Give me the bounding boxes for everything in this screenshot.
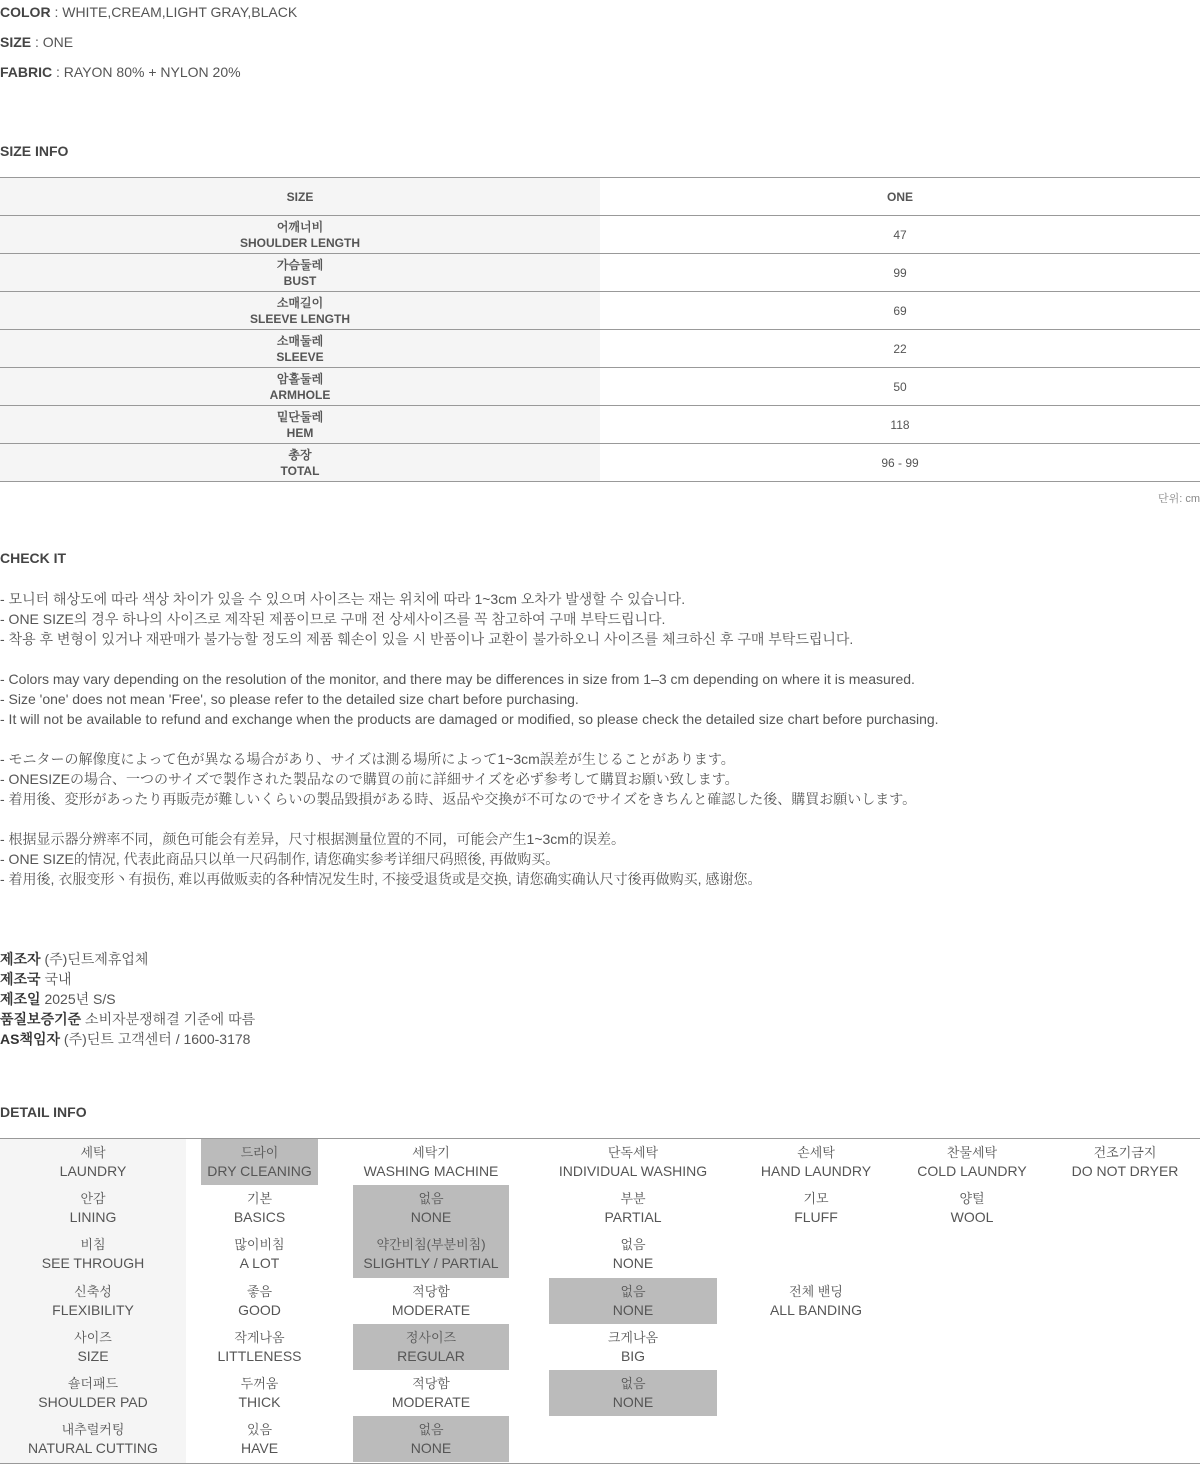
detail-option-en: HAVE [240,1440,279,1457]
detail-grid [0,1138,1200,1464]
detail-option-ko: 좋음 [246,1283,273,1299]
detail-option-en: LITTLENESS [217,1347,302,1364]
detail-label-ko: 숄더패드 [67,1376,119,1391]
detail-label-ko: 신축성 [74,1283,112,1299]
detail-option-en: FLUFF [794,1209,838,1226]
size-table [0,177,1200,482]
detail-option [904,1185,1040,1231]
detail-option [201,1231,318,1277]
maker-row [0,1029,255,1049]
detail-option-ko: 단독세탁 [607,1145,659,1160]
detail-option-en: MODERATE [391,1394,471,1410]
note-line: - 모니터 해상도에 따라 색상 차이가 있을 수 있으며 사이즈는 재는 위치에 따라 1~3cm 오차가 발생할 수 있습니다. [0,591,686,607]
detail-option-ko: 양털 [959,1191,985,1207]
detail-option-en: SLIGHTLY / PARTIAL [363,1255,499,1272]
detail-label-ko: 세탁 [80,1145,106,1160]
detail-option-en: INDIVIDUAL WASHING [558,1163,708,1179]
detail-option-selected [549,1370,717,1416]
detail-option-en: NONE [612,1255,654,1272]
detail-option-en: GOOD [238,1301,281,1318]
detail-option [748,1139,884,1185]
detail-option-en: NONE [612,1394,654,1410]
detail-label-en: FLEXIBILITY [52,1301,134,1318]
size-row-label-ko: 소매길이 [276,295,324,310]
spec-size [0,34,73,50]
detail-option-ko: 기모 [803,1191,829,1207]
detail-option-en: NONE [410,1209,452,1226]
detail-option-selected [353,1324,509,1370]
fabric-value: : RAYON 80% + NYLON 20% [52,64,241,80]
maker-row [0,949,255,969]
detail-option [353,1139,509,1185]
detail-option-ko: 없음 [620,1376,646,1391]
detail-option-ko: 찬물세탁 [946,1145,998,1160]
size-label: SIZE [0,34,32,50]
detail-row-label [0,1231,186,1277]
maker-info [0,949,255,1049]
size-row-label-en: ARMHOLE [269,387,331,402]
detail-row-label [0,1278,186,1324]
detail-info-title: DETAIL INFO [0,1104,87,1120]
detail-option-en: DRY CLEANING [207,1163,312,1179]
detail-option-selected [353,1185,509,1231]
note-line: - ONE SIZE的情况, 代表此商品只以单一尺码制作, 请您确实参考详细尺码照後, 再做购买。 [0,851,560,867]
detail-option [201,1370,318,1416]
detail-label-en: NATURAL CUTTING [28,1440,158,1457]
size-row-value: 118 [600,406,1200,444]
size-row-label-ko: 밑단둘레 [276,409,324,424]
detail-option [201,1324,318,1370]
note-line: - 着用後、変形があったり再販売が難しいくらいの製品毀損がある時、返品や交換が不可なのでサイズをきちんと確認した後、購買お願いします。 [0,791,917,807]
detail-label-en: SIZE [77,1347,109,1364]
note-line: - ONE SIZE의 경우 하나의 사이즈로 제작된 제품이므로 구매 전 상세사이즈를 꼭 참고하여 구매 부탁드립니다. [0,611,666,627]
detail-option [353,1370,509,1416]
size-row-value: 99 [600,254,1200,292]
detail-label-en: LAUNDRY [59,1163,127,1179]
maker-row [0,989,255,1009]
detail-option-ko: 부분 [620,1191,646,1207]
size-row-label-ko: 가슴둘레 [276,257,324,272]
size-value: : ONE [31,34,74,50]
size-row-label-ko: 어깨너비 [276,219,324,234]
maker-row [0,969,255,989]
detail-option [549,1139,717,1185]
spec-color [0,4,297,20]
detail-option-ko: 세탁기 [412,1145,450,1160]
detail-option-ko: 많이비침 [234,1237,285,1253]
color-label: COLOR [0,4,51,20]
detail-option-en: BASICS [233,1209,286,1226]
note-line: - 着用後, 衣服变形丶有损伤, 难以再做贩卖的各种情况发生时, 不接受退货或是交换, 请您确实确认尺寸後再做购买, 感谢您。 [0,871,762,887]
detail-label-ko: 내추럴커팅 [61,1422,125,1438]
detail-label-ko: 안감 [80,1191,106,1207]
size-row-label-en: TOTAL [280,463,320,478]
size-row-value: 50 [600,368,1200,406]
notes-en [0,669,939,729]
note-line: - ONESIZEの場合、一つのサイズで製作された製品なので購買の前に詳細サイズを必ず参考して購買お願い致します。 [0,771,739,787]
size-row-label [0,292,600,330]
size-row-label-ko: 암홀둘레 [276,371,324,386]
detail-label-en: LINING [69,1209,117,1226]
detail-option [549,1231,717,1277]
detail-option-selected [201,1139,318,1185]
maker-value: 소비자분쟁해결 기준에 따름 [81,1011,256,1027]
notes-zh [0,829,761,889]
detail-option-ko: 기본 [246,1191,273,1207]
detail-option [201,1278,318,1324]
size-row [0,444,1200,482]
size-row-label-en: SHOULDER LENGTH [240,235,360,250]
size-row-value: 96 - 99 [600,444,1200,482]
size-row-label [0,330,600,368]
detail-option [549,1324,717,1370]
size-row [0,254,1200,292]
size-row [0,368,1200,406]
unit-note: 단위: cm [1157,493,1200,505]
notes-ja [0,749,916,809]
size-row-label-ko: 소매둘레 [276,333,324,348]
detail-option [748,1278,884,1324]
detail-option-ko: 없음 [418,1191,444,1207]
size-row-label [0,406,600,444]
detail-label-ko: 사이즈 [74,1329,112,1345]
maker-row [0,1009,255,1029]
size-header-value: ONE [600,178,1200,216]
detail-label-ko: 비침 [80,1237,106,1253]
size-row-label-ko: 총장 [288,447,312,462]
maker-label: AS책임자 [0,1031,61,1047]
detail-option [201,1416,318,1462]
detail-option-en: MODERATE [391,1301,471,1318]
detail-option-ko: 적당함 [412,1376,450,1391]
size-row-label-en: BUST [283,273,317,288]
size-row-label-en: SLEEVE [276,349,324,364]
detail-row-label [0,1324,186,1370]
detail-label-en: SEE THROUGH [41,1255,145,1272]
size-row-value: 47 [600,216,1200,254]
color-value: : WHITE,CREAM,LIGHT GRAY,BLACK [50,4,298,20]
note-line: - モニターの解像度によって色が異なる場合があり、サイズは測る場所によって1~3cm誤差が生じることがあります。 [0,751,735,767]
detail-row-label [0,1370,186,1416]
detail-option-selected [353,1231,509,1277]
detail-option [549,1185,717,1231]
detail-option-en: WOOL [950,1209,994,1226]
note-line: - Colors may vary depending on the resolution of the monitor, and there may be differences in size from 1–3 cm depending on where it is measured. [0,671,915,687]
detail-row-label [0,1185,186,1231]
detail-option-en: COLD LAUNDRY [917,1163,1027,1179]
note-line: - 根据显示器分辨率不同，颜色可能会有差异，尺寸根据测量位置的不同，可能会产生1~3cm的误差。 [0,831,625,847]
size-header-label: SIZE [0,178,600,216]
detail-option-ko: 전체 밴딩 [789,1283,843,1299]
maker-value: (주)딘트제휴업체 [40,951,149,967]
detail-option [904,1139,1040,1185]
detail-option-selected [549,1278,717,1324]
fabric-label: FABRIC [0,64,53,80]
size-row [0,406,1200,444]
detail-option-ko: 두꺼움 [240,1376,279,1391]
maker-value: 국내 [40,971,72,987]
maker-label: 제조국 [0,971,41,987]
size-row [0,330,1200,368]
detail-option-en: PARTIAL [604,1209,662,1226]
size-row-label [0,368,600,406]
size-row-label-en: SLEEVE LENGTH [249,311,350,326]
note-line: - 착용 후 변형이 있거나 재판매가 불가능할 정도의 제품 훼손이 있을 시 반품이나 교환이 불가하오니 사이즈를 체크하신 후 구매 부탁드립니다. [0,631,854,647]
detail-option [201,1185,318,1231]
detail-option-ko: 없음 [620,1283,646,1299]
note-line: - It will not be available to refund and exchange when the products are damaged or modified, so please check the detailed size chart before purchasing. [0,711,939,727]
detail-option-ko: 정사이즈 [405,1329,457,1345]
size-row-label-en: HEM [286,425,314,440]
detail-option [1060,1139,1190,1185]
detail-option-ko: 약간비침(부분비침) [376,1237,486,1253]
detail-option-en: A LOT [239,1255,280,1272]
detail-option-en: NONE [612,1301,654,1318]
size-row-value: 69 [600,292,1200,330]
detail-option [748,1185,884,1231]
size-row-value: 22 [600,330,1200,368]
detail-option-ko: 크게나옴 [607,1329,659,1345]
size-row [0,292,1200,330]
maker-label: 제조일 [0,991,41,1007]
detail-row-label [0,1416,186,1462]
detail-option-en: REGULAR [397,1347,465,1364]
detail-label-en: SHOULDER PAD [38,1394,148,1410]
detail-option-selected [353,1416,509,1462]
detail-row-label [0,1139,186,1185]
detail-option-ko: 작게나옴 [234,1329,285,1345]
size-info-title: SIZE INFO [0,143,69,159]
detail-option-en: NONE [410,1440,452,1457]
size-row-label [0,444,600,482]
detail-option-ko: 적당함 [412,1283,450,1299]
note-line: - Size 'one' does not mean 'Free', so please refer to the detailed size chart before purchasing. [0,691,579,707]
detail-option-ko: 드라이 [240,1145,279,1160]
maker-value: 2025년 S/S [40,991,116,1007]
maker-label: 제조자 [0,951,41,967]
detail-option-ko: 있음 [246,1422,273,1438]
detail-option-en: DO NOT DRYER [1071,1163,1179,1179]
detail-option-ko: 없음 [418,1422,444,1438]
detail-option-en: BIG [620,1347,646,1364]
detail-option [353,1278,509,1324]
detail-option-en: HAND LAUNDRY [760,1163,872,1179]
size-row-label [0,216,600,254]
detail-option-ko: 건조기금지 [1093,1145,1157,1160]
detail-option-en: THICK [238,1394,281,1410]
spec-fabric [0,64,241,80]
check-it-title: CHECK IT [0,550,67,566]
notes-ko [0,589,853,649]
maker-value: (주)딘트 고객센터 / 1600-3178 [60,1031,251,1047]
detail-option-en: ALL BANDING [769,1301,863,1318]
detail-option-ko: 없음 [620,1237,646,1253]
size-row-label [0,254,600,292]
size-row [0,216,1200,254]
size-table-header [0,178,1200,216]
maker-label: 품질보증기준 [0,1011,82,1027]
detail-option-en: WASHING MACHINE [363,1163,499,1179]
detail-option-ko: 손세탁 [797,1145,835,1160]
